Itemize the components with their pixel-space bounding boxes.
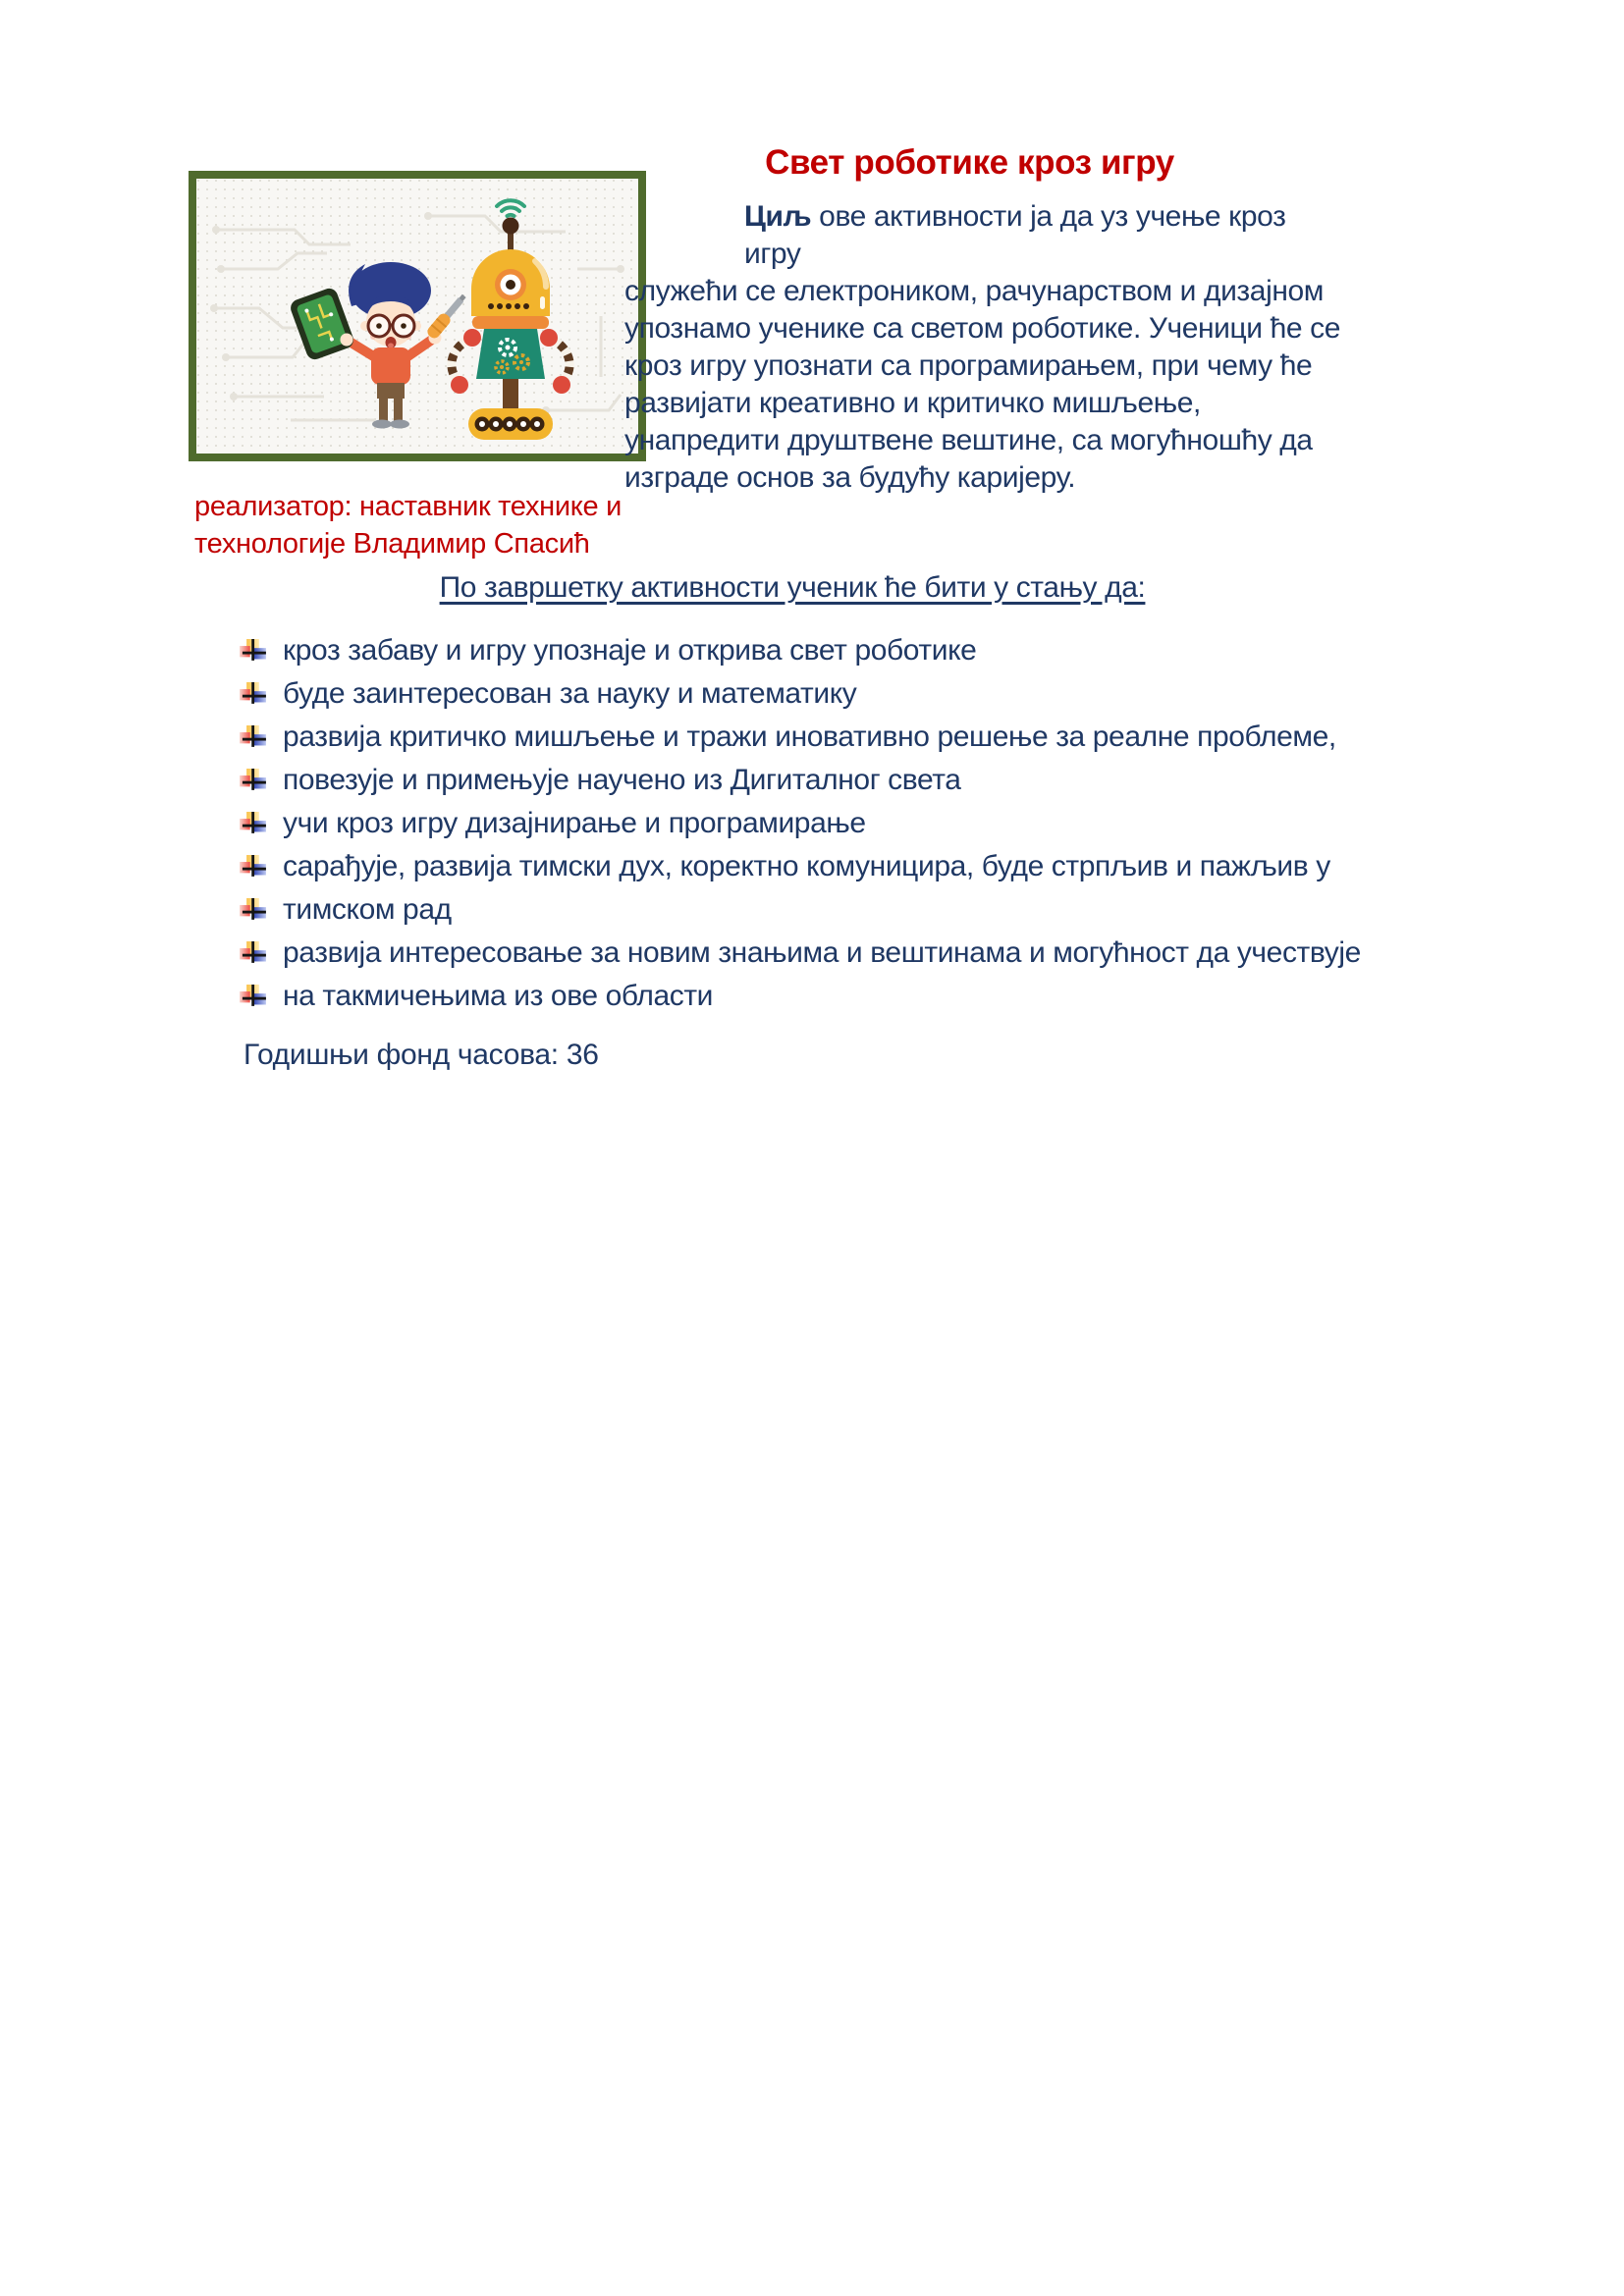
intro-lead: Циљ <box>744 200 812 233</box>
outcome-text: буде заинтересован за науку и математику <box>283 677 857 710</box>
intro-line <box>624 198 1341 273</box>
document-title: Свет роботике кроз игру <box>765 143 1174 182</box>
down-arrow-bullet-icon <box>240 855 266 879</box>
outcome-text: развија критичко мишљење и тражи иновативно решење за реалне проблеме, <box>283 721 1336 753</box>
down-arrow-bullet-icon <box>240 941 266 965</box>
robot-and-boy-illustration <box>196 179 638 454</box>
outcome-item <box>240 850 1361 893</box>
realizer-note <box>194 488 705 562</box>
down-arrow-bullet-icon <box>240 985 266 1008</box>
down-arrow-bullet-icon <box>240 639 266 663</box>
outcome-item <box>240 893 1361 936</box>
down-arrow-bullet-icon <box>240 682 266 706</box>
down-arrow-bullet-icon <box>240 725 266 749</box>
outcome-item <box>240 721 1361 764</box>
outcome-text: учи кроз игру дизајнирање и програмирање <box>283 807 866 839</box>
down-arrow-bullet-icon <box>240 898 266 922</box>
intro-paragraph <box>624 198 1341 497</box>
realizer-line: технологије Владимир Спасић <box>194 528 590 560</box>
outcome-text: развија интересовање за новим знањима и вештинама и могућност да учествује <box>283 936 1361 969</box>
intro-line: кроз игру упознати са програмирањем, при чему ће <box>624 349 1313 382</box>
outcome-item <box>240 634 1361 677</box>
outcomes-heading: По завршетку активности ученик ће бити у стању да: <box>439 571 1146 604</box>
outcome-text: на такмичењима из ове области <box>283 980 714 1012</box>
intro-line-text: ове активности ја да уз учење кроз игру <box>744 200 1286 270</box>
annual-hours-label: Годишњи фонд часова: 36 <box>244 1039 599 1071</box>
outcome-text: повезује и примењује научено из Дигиталног света <box>283 764 961 796</box>
outcome-text: кроз забаву и игру упознаје и открива свет роботике <box>283 634 977 667</box>
illustration-frame <box>189 171 646 461</box>
down-arrow-bullet-icon <box>240 769 266 792</box>
outcome-item <box>240 936 1361 980</box>
outcome-item <box>240 764 1361 807</box>
outcomes-list <box>240 634 1361 1023</box>
intro-line: унапредити друштвене вештине, са могућношћу да <box>624 424 1313 456</box>
outcome-item <box>240 807 1361 850</box>
intro-line: служећи се електроником, рачунарством и дизајном <box>624 275 1325 307</box>
outcome-item <box>240 980 1361 1023</box>
outcome-item <box>240 677 1361 721</box>
outcome-text: тимском рад <box>283 893 452 926</box>
realizer-line: реализатор: наставник технике и <box>194 491 622 522</box>
intro-line: развијати креативно и критичко мишљење, <box>624 387 1201 419</box>
outcome-text: сарађује, развија тимски дух, коректно комуницира, буде стрпљив и пажљив у <box>283 850 1330 882</box>
intro-line: изграде основ за будућу каријеру. <box>624 461 1076 494</box>
intro-line: упознамо ученике са светом роботике. Ученици ће се <box>624 312 1340 345</box>
down-arrow-bullet-icon <box>240 812 266 835</box>
